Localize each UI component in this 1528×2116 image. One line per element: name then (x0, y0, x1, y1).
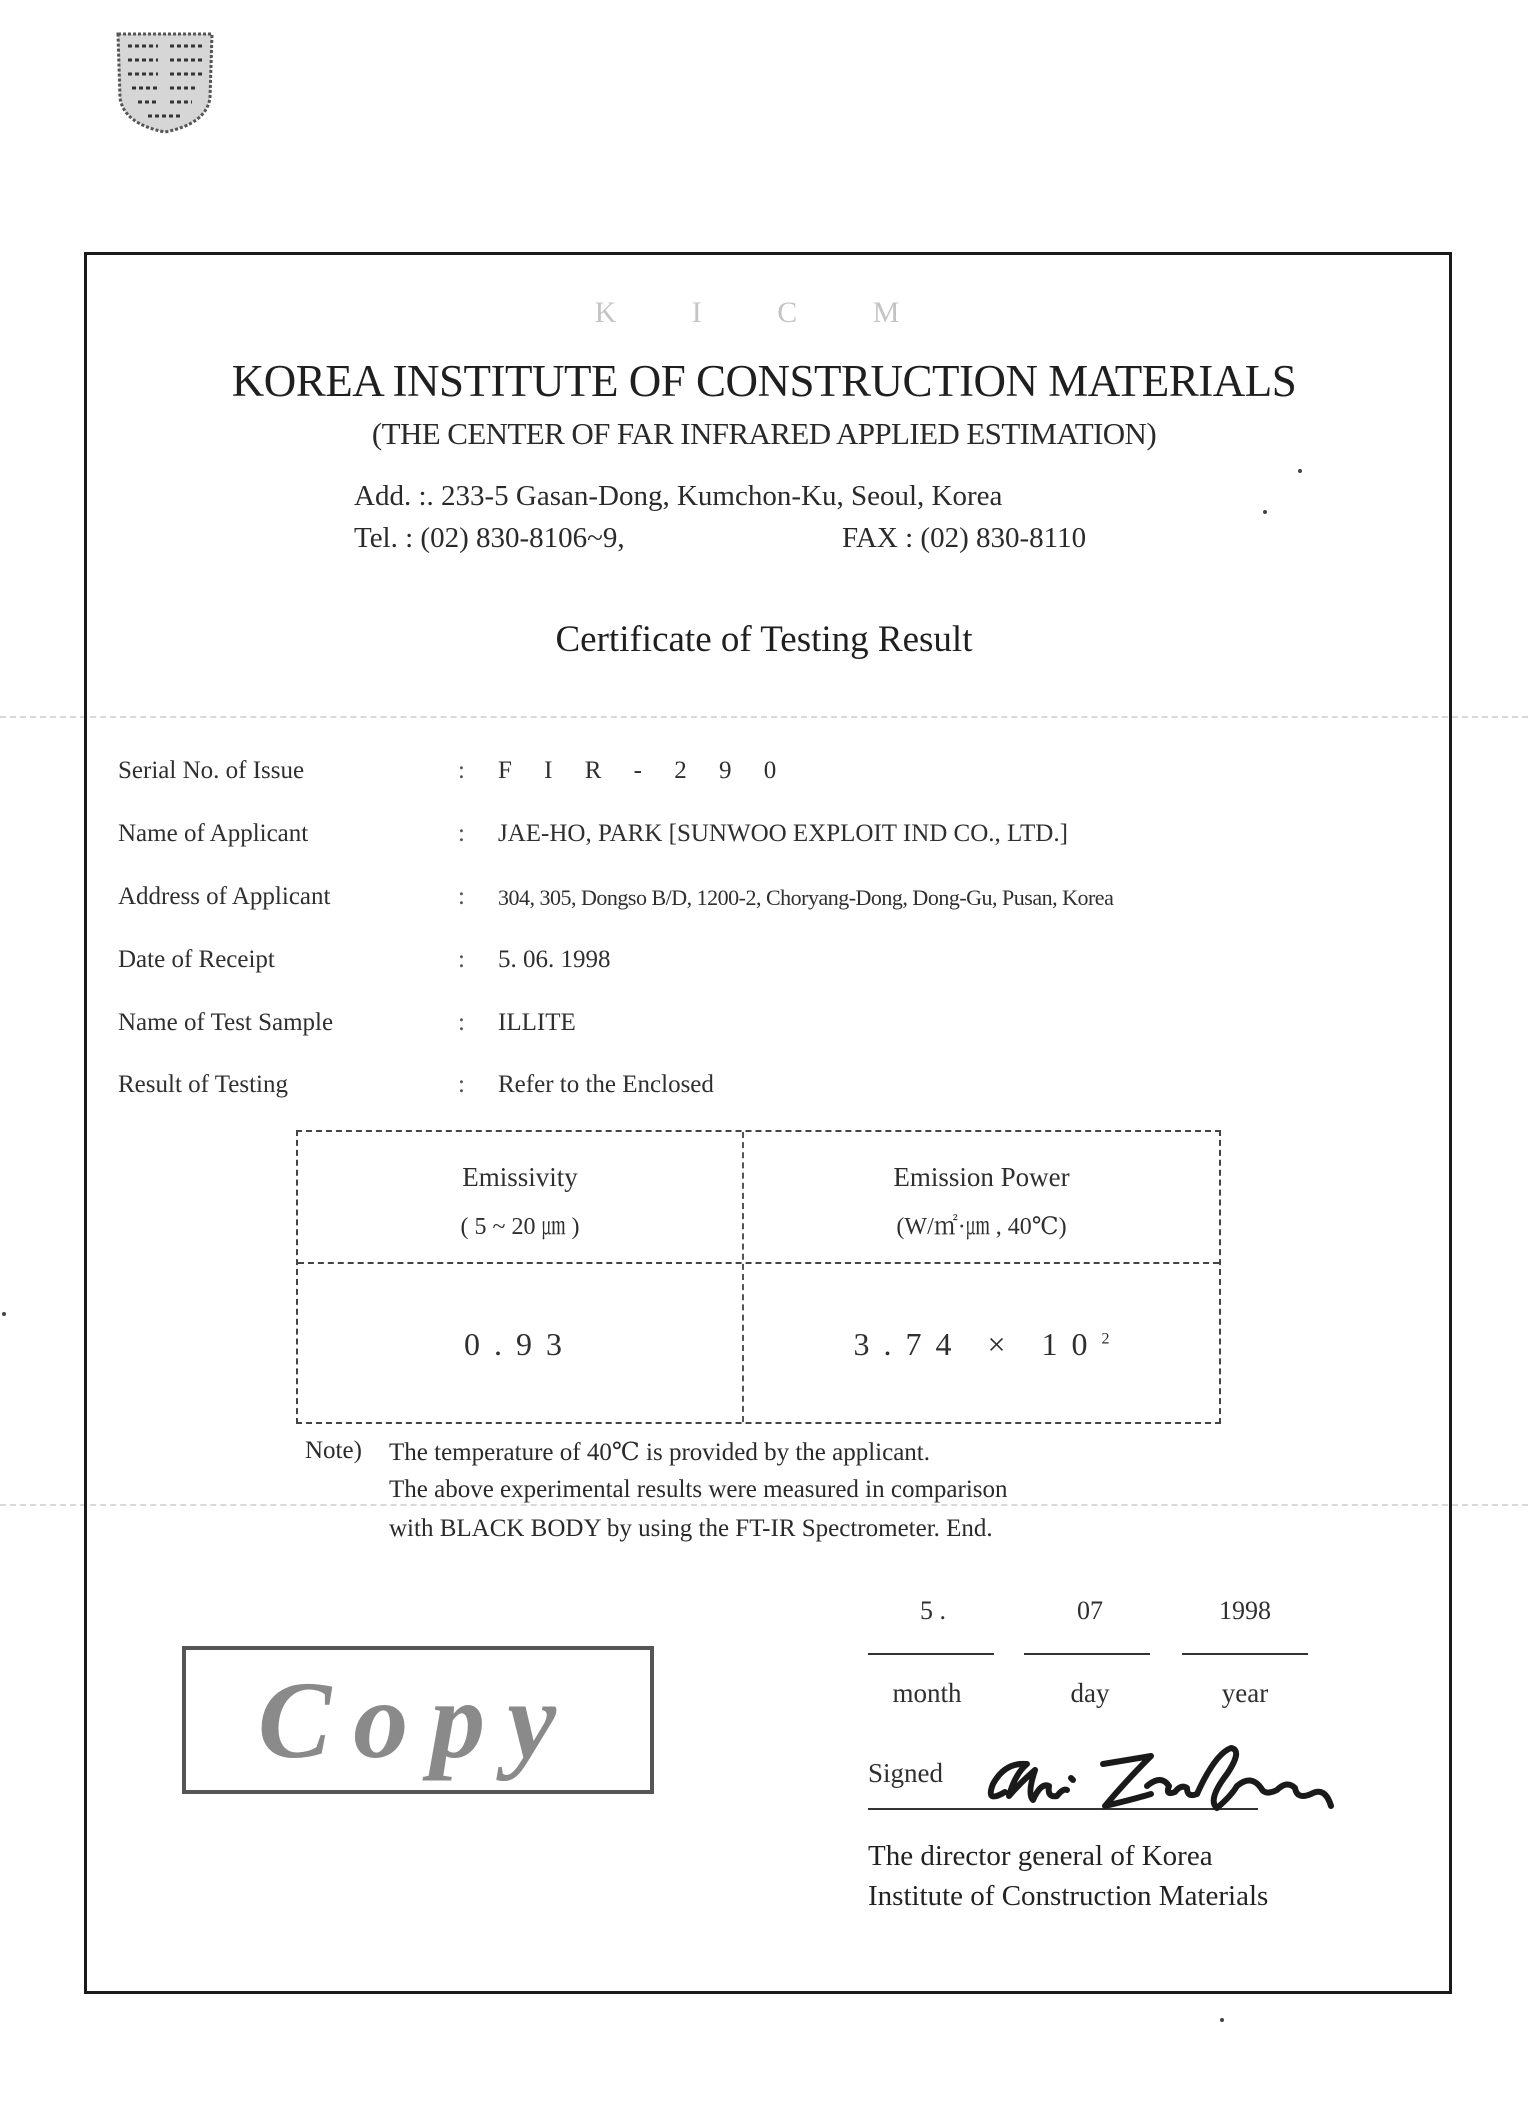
issue-month: 5 . (920, 1596, 946, 1625)
emission-power-mantissa: 3.74 × 10 (853, 1326, 1102, 1362)
institute-address: Add. :. 233-5 Gasan-Dong, Kumchon-Ku, Seoul, Korea (354, 480, 1003, 512)
emission-power-value (744, 1326, 1219, 1363)
note-line: with BLACK BODY by using the FT-IR Spectrometer. End. (389, 1515, 993, 1542)
field-colon: : (458, 1009, 465, 1036)
field-label: Result of Testing (118, 1071, 289, 1098)
copy-stamp (182, 1646, 654, 1794)
copy-stamp-text: Copy (257, 1659, 579, 1781)
results-table (296, 1130, 1221, 1424)
issue-year: 1998 (1219, 1596, 1271, 1625)
note-prefix: Note) (305, 1437, 362, 1464)
emissivity-value: 0.93 (464, 1326, 576, 1362)
field-label: Address of Applicant (118, 883, 331, 910)
signed-label: Signed (868, 1758, 944, 1788)
field-value: 304, 305, Dongso B/D, 1200-2, Choryang-Dong, Dong-Gu, Pusan, Korea (498, 885, 1114, 910)
day-label: day (1070, 1678, 1110, 1708)
issue-day: 07 (1077, 1596, 1103, 1625)
column-unit-emission-power: (W/㎡·㎛ , 40℃) (896, 1214, 1067, 1240)
date-underline (1182, 1653, 1308, 1655)
signer-title-line: The director general of Korea (868, 1840, 1213, 1872)
column-header-emissivity: Emissivity (462, 1162, 578, 1192)
institute-name: KOREA INSTITUTE OF CONSTRUCTION MATERIALS (231, 356, 1297, 406)
field-label: Serial No. of Issue (118, 757, 305, 784)
institute-subtitle: (THE CENTER OF FAR INFRARED APPLIED ESTIMATION) (371, 416, 1157, 451)
field-value: JAE-HO, PARK [SUNWOO EXPLOIT IND CO., LTD.] (498, 820, 1068, 847)
year-label: year (1221, 1678, 1269, 1708)
ink-speck (1263, 510, 1267, 514)
table-divider (298, 1262, 1219, 1264)
note-line: The above experimental results were measured in comparison (389, 1476, 1008, 1503)
emission-power-exponent: 2 (1101, 1330, 1110, 1348)
ink-speck (1298, 469, 1302, 473)
signer-title-line: Institute of Construction Materials (868, 1880, 1269, 1912)
ink-speck (2, 1312, 6, 1316)
handwritten-signature-icon (975, 1734, 1365, 1824)
field-value: 5. 06. 1998 (498, 946, 611, 973)
institute-tel: Tel. : (02) 830-8106~9, (354, 522, 625, 554)
field-colon: : (458, 757, 465, 784)
field-colon: : (458, 946, 465, 973)
field-value: F I R - 2 9 0 (498, 757, 790, 784)
field-label: Date of Receipt (118, 946, 275, 973)
date-underline (1024, 1653, 1150, 1655)
field-value: Refer to the Enclosed (498, 1071, 714, 1098)
column-header-emission-power: Emission Power (893, 1162, 1070, 1192)
date-underline (868, 1653, 994, 1655)
month-label: month (892, 1678, 962, 1708)
field-colon: : (458, 820, 465, 847)
certificate-title: Certificate of Testing Result (555, 619, 973, 660)
ink-speck (1220, 2018, 1224, 2022)
note-line: The temperature of 40℃ is provided by the applicant. (389, 1439, 930, 1466)
field-label: Name of Test Sample (118, 1009, 334, 1036)
field-value: ILLITE (498, 1009, 576, 1036)
field-colon: : (458, 883, 465, 910)
column-unit-emissivity: ( 5 ~ 20 ㎛ ) (460, 1214, 580, 1240)
seal-stamp-icon (110, 28, 220, 138)
institute-fax: FAX : (02) 830-8110 (842, 522, 1087, 554)
field-label: Name of Applicant (118, 820, 309, 847)
watermark-logo: K I C M (594, 296, 934, 329)
field-colon: : (458, 1071, 465, 1098)
